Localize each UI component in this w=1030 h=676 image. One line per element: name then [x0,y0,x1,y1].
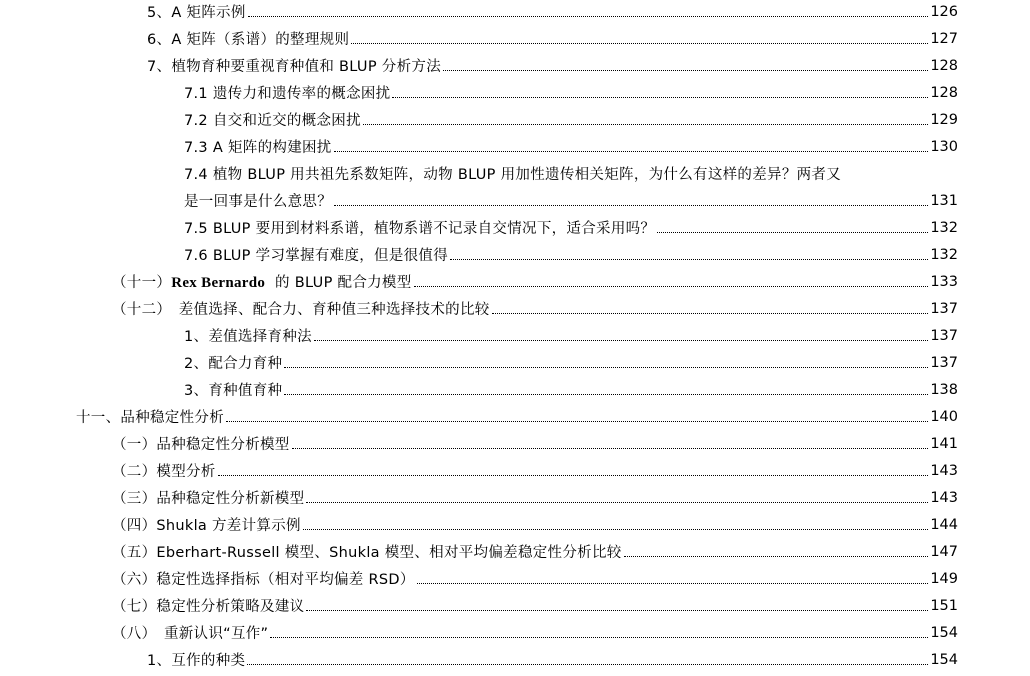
toc-page-number: 126 [930,3,958,20]
toc-entry-12-comparison[interactable] [112,295,958,322]
toc-entry-title: （二）模型分析 [112,464,216,480]
toc-entry-title: 十一、品种稳定性分析 [76,410,224,426]
toc-entry-title: （一）品种稳定性分析模型 [112,437,290,453]
toc-entry-12-2-combining-ability[interactable] [184,349,958,376]
dot-leader [450,259,928,260]
toc-entry-7-6-learning[interactable] [184,241,958,268]
toc-entry-title: （三）品种稳定性分析新模型 [112,491,305,507]
dot-leader [247,664,928,665]
toc-page-number: 128 [930,57,958,74]
dot-leader [492,313,929,314]
toc-page-number: 130 [930,138,958,155]
toc-entry-7-blup-methods[interactable] [147,52,958,79]
dot-leader [624,556,929,557]
toc-entry-7-3-a-matrix-building[interactable] [184,133,958,160]
toc-entry-title: （六）稳定性选择指标（相对平均偏差 RSD） [112,572,415,588]
toc-page-number: 133 [930,273,958,290]
toc-entry-7-4-line-1[interactable] [184,160,958,187]
dot-leader [292,448,929,449]
dot-leader [226,421,928,422]
toc-page-number: 127 [930,30,958,47]
toc-page-number: 137 [930,327,958,344]
toc-entry-title: 是一回事是什么意思？ [184,194,332,210]
toc-page-number: 137 [930,354,958,371]
toc-page-number: 149 [930,570,958,587]
toc-entry-stability-strategy[interactable] [112,592,958,619]
toc-page-number: 132 [930,219,958,236]
toc-entry-interaction[interactable] [112,619,958,646]
toc-entry-title: 7.6 BLUP 学习掌握有难度，但是很值得 [184,248,449,264]
toc-entry-title: 1、差值选择育种法 [184,329,312,345]
dot-leader [270,637,928,638]
toc-entry-title: （五）Eberhart-Russell 模型、Shukla 模型、相对平均偏差稳定性分析比较 [112,545,622,561]
toc-page-number: 147 [930,543,958,560]
toc-page-number: 140 [930,408,958,425]
dot-leader [334,205,928,206]
dot-leader [351,43,928,44]
toc-entry-title: 7.1 遗传力和遗传率的概念困扰 [184,86,391,102]
toc-page-number: 131 [930,192,958,209]
dot-leader [414,286,929,287]
toc-entry-model-comparison[interactable] [112,538,958,565]
dot-leader [303,529,929,530]
toc-entry-7-1-heritability[interactable] [184,79,958,106]
toc-page-number: 141 [930,435,958,452]
toc-entry-title-author: Rex Bernardo [171,275,266,291]
toc-entry-7-4-line-2[interactable] [184,187,958,214]
toc-entry-title-prefix: （十一） [112,275,172,291]
toc-entry-7-5-pedigree[interactable] [184,214,958,241]
toc-entry-title: 7、植物育种要重视育种值和 BLUP 分析方法 [147,59,442,75]
dot-leader [314,340,928,341]
toc-entry-title [112,271,412,292]
toc-page-number: 144 [930,516,958,533]
toc-entry-title: 6、A 矩阵（系谱）的整理规则 [147,32,350,48]
dot-leader [443,70,928,71]
toc-entry-title-suffix: 的 BLUP 配合力模型 [275,275,412,291]
toc-entry-5-a-matrix-example[interactable] [147,0,958,25]
dot-leader [248,16,929,17]
toc-entry-title: 7.4 植物 BLUP 用共祖先系数矩阵，动物 BLUP 用加性遗传相关矩阵，为什么有这样的差异？两者又 [184,167,842,183]
toc-entry-title: （八） 重新认识“互作” [112,626,269,642]
toc-page-number: 151 [930,597,958,614]
toc-page-number: 138 [930,381,958,398]
toc-page-number: 137 [930,300,958,317]
dot-leader [417,583,929,584]
dot-leader [363,124,928,125]
dot-leader [218,475,929,476]
toc-entry-interaction-types[interactable] [147,646,958,673]
toc-entry-7-2-selfing[interactable] [184,106,958,133]
toc-entry-title: 7.3 A 矩阵的构建困扰 [184,140,332,156]
toc-entry-title: （四）Shukla 方差计算示例 [112,518,301,534]
toc-page-number: 128 [930,84,958,101]
toc-entry-new-stability-model[interactable] [112,484,958,511]
dot-leader [657,232,928,233]
toc-entry-12-1-difference-selection[interactable] [184,322,958,349]
toc-entry-stability-model[interactable] [112,430,958,457]
toc-entry-title: 7.5 BLUP 要用到材料系谱，植物系谱不记录自交情况下，适合采用吗？ [184,221,656,237]
toc-entry-6-a-matrix-rules[interactable] [147,25,958,52]
toc-entry-title: 7.2 自交和近交的概念困扰 [184,113,361,129]
toc-entry-11-rex-bernardo[interactable] [112,268,958,295]
toc-page-number: 143 [930,489,958,506]
dot-leader [306,610,928,611]
toc-entry-12-3-breeding-value[interactable] [184,376,958,403]
toc-page-number: 143 [930,462,958,479]
toc-entry-title: 2、配合力育种 [184,356,283,372]
toc-entry-model-analysis[interactable] [112,457,958,484]
toc-entry-stability-index[interactable] [112,565,958,592]
toc-page-number: 129 [930,111,958,128]
toc-entry-title: （七）稳定性分析策略及建议 [112,599,305,615]
toc-entry-title: 1、互作的种类 [147,653,246,669]
toc-entry-title: 5、A 矩阵示例 [147,5,246,21]
dot-leader [284,394,928,395]
dot-leader [392,97,928,98]
dot-leader [334,151,929,152]
toc-page-number: 132 [930,246,958,263]
dot-leader [284,367,928,368]
dot-leader [306,502,928,503]
toc-entry-title: （十二） 差值选择、配合力、育种值三种选择技术的比较 [112,302,490,318]
toc-entry-title: 3、育种值育种 [184,383,283,399]
toc-page-number: 154 [930,624,958,641]
toc-entry-chapter-11-stability[interactable] [76,403,958,430]
toc-entry-shukla-example[interactable] [112,511,958,538]
toc-page-number: 154 [930,651,958,668]
